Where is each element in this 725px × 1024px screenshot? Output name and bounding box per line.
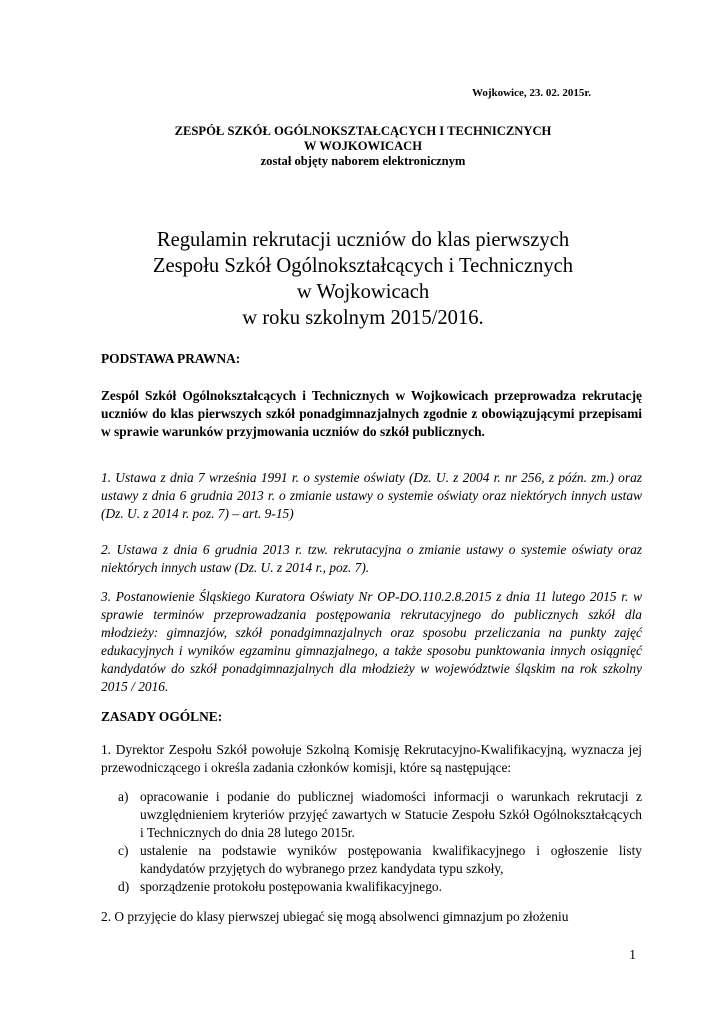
title-line-1: Regulamin rekrutacji uczniów do klas pierwszych <box>156 229 570 251</box>
rule-point-2: 2. O przyjęcie do klasy pierwszej ubiegać się mogą absolwenci gimnazjum po złożeniu <box>101 909 569 924</box>
header-school-location: W WOJKOWICACH <box>303 139 423 153</box>
document-date: Wojkowice, 23. 02. 2015r. <box>471 87 591 99</box>
title-line-2: Zespołu Szkół Ogólnokształcących i Technicznych <box>152 255 574 277</box>
title-line-3: w Wojkowicach <box>296 281 430 303</box>
document-title <box>80 227 646 331</box>
legal-item: 2. Ustawa z dnia 6 grudnia 2013 r. tzw. rekrutacyjna o zmianie ustawy o systemie oświaty oraz niektórych innych ustaw (Dz. U. z 2014 r., poz. 7). <box>101 542 642 575</box>
header-note: został objęty naborem elektronicznym <box>260 154 466 168</box>
legal-item: 3. Postanowienie Śląskiego Kuratora Oświaty Nr OP-DO.110.2.8.2015 z dnia 11 lutego 2015 r. w sprawie terminów przeprowadzania postępowania rekrutacyjnego do publicznych szkół dla młodzieży: gimnazjów, szkół ponadgimnazjalnych oraz sposobu przeliczania na punkty zajęć edukacyjnych i wyników egzaminu gimnazjalnego, a także sposobu punktowania innych osiągnięć kandydatów do szkół ponadgimnazjalnych dla młodzieży w województwie śląskim na rok szkolny 2015 / 2016. <box>101 589 642 694</box>
legal-basis-heading: PODSTAWA PRAWNA: <box>101 351 241 366</box>
general-rules-heading: ZASADY OGÓLNE: <box>101 709 223 724</box>
legal-item: 1. Ustawa z dnia 7 września 1991 r. o systemie oświaty (Dz. U. z 2004 r. nr 256, z późn. zm.) oraz ustawy z dnia 6 grudnia 2013 r. o zmianie ustawy o systemie oświaty oraz niektórych innych ustaw (Dz. U. z 2014 r. poz. 7) – art. 9-15) <box>101 470 642 521</box>
list-item-text: sporządzenie protokołu postępowania kwalifikacyjnego. <box>140 879 442 894</box>
list-marker: c) <box>118 843 129 858</box>
page-number: 1 <box>629 947 636 962</box>
school-header <box>90 124 636 169</box>
rule-point-1: 1. Dyrektor Zespołu Szkół powołuje Szkolną Komisję Rekrutacyjno-Kwalifikacyjną, wyznacza jej przewodniczącego i określa zadania członków komisji, które są następujące: <box>101 742 642 775</box>
legal-basis-intro: Zespól Szkół Ogólnokształcących i Technicznych w Wojkowicach przeprowadza rekrutację uczniów do klas pierwszych szkół ponadgimnazjalnych zgodnie z obowiązującymi przepisami w sprawie warunków przyjmowania uczniów do szkół publicznych. <box>101 388 642 439</box>
list-item <box>118 878 642 896</box>
list-item <box>118 842 642 878</box>
list-item-text: ustalenie na podstawie wyników postępowania kwalifikacyjnego i ogłoszenie listy kandydatów przyjętych do wybranego przez kandydata typu szkoły, <box>140 843 642 876</box>
list-marker: a) <box>118 789 129 804</box>
list-item-text: opracowanie i podanie do publicznej wiadomości informacji o warunkach rekrutacji z uwzględnieniem kryteriów przyjęć zawartych w Statucie Zespołu Szkół Ogólnokształcących i Technicznych do dnia 28 lutego 2015r. <box>140 789 642 840</box>
rule-subitem-list <box>118 788 642 896</box>
list-item <box>118 788 642 842</box>
title-line-4: w roku szkolnym 2015/2016. <box>242 307 484 329</box>
list-marker: d) <box>118 879 130 894</box>
header-school-name: ZESPÓŁ SZKÓŁ OGÓLNOKSZTAŁCĄCYCH I TECHNICZNYCH <box>174 124 552 138</box>
